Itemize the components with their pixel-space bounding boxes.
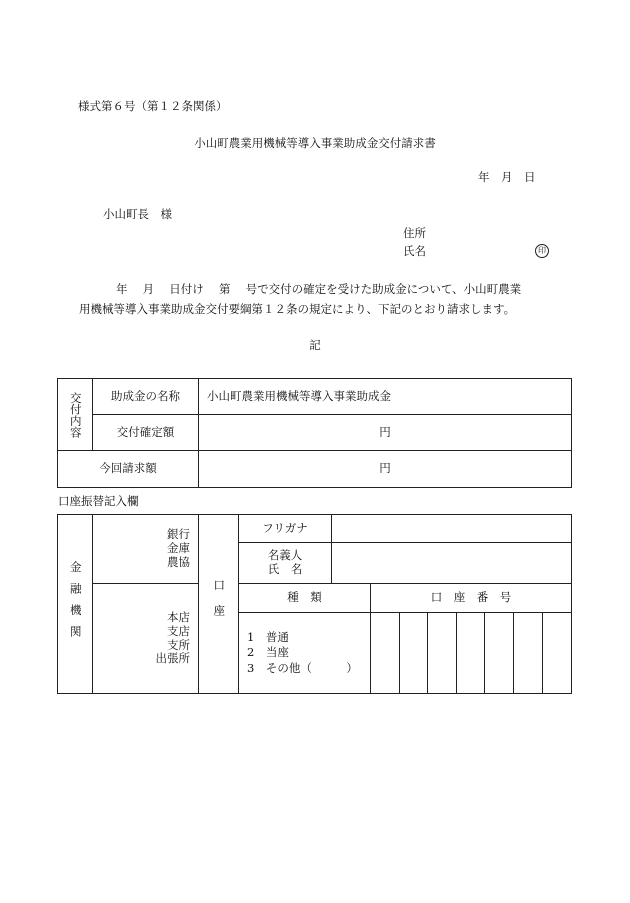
grant-group-label-cell: [58, 379, 93, 451]
account-digit-7[interactable]: [543, 613, 572, 694]
grant-name-value: 小山町農業用機械等導入事業助成金: [199, 379, 572, 415]
furigana-label: フリガナ: [239, 515, 332, 543]
form-number: 様式第６号（第１２条関係）: [78, 99, 228, 113]
bank-section-title: 口座振替記入欄: [58, 494, 139, 508]
account-type-option-2[interactable]: 2 当座: [247, 645, 289, 660]
confirmed-amount-label: 交付確定額: [93, 415, 199, 451]
bank-type-1: 銀行: [167, 527, 190, 542]
bank-table: [57, 514, 572, 694]
ki-mark: 記: [309, 338, 321, 352]
bank-type-2: 金庫: [167, 541, 190, 556]
page-title: 小山町農業用機械等導入事業助成金交付請求書: [194, 136, 436, 150]
request-amount-label: 今回請求額: [58, 451, 199, 488]
holder-label-line-1: 名義人: [267, 548, 303, 563]
grant-table: [57, 378, 572, 488]
bank-type-3: 農協: [167, 554, 190, 569]
account-digit-3[interactable]: [428, 613, 457, 694]
body-text-line-1: 年 月 日付け 第 号で交付の確定を受けた助成金について、小山町農業: [116, 282, 522, 296]
account-digit-2[interactable]: [400, 613, 428, 694]
name-label: 氏名: [403, 244, 426, 258]
branch-type-4: 出張所: [155, 651, 190, 666]
branch-type-2: 支店: [167, 623, 190, 638]
addressee: 小山町長 様: [103, 207, 172, 221]
branch-type-3: 支所: [167, 637, 190, 652]
account-type-option-3[interactable]: 3 その他（ ）: [247, 660, 358, 675]
institution-label: 金融機関: [68, 561, 83, 647]
bank-name-field[interactable]: [93, 515, 199, 584]
request-amount-field[interactable]: 円: [199, 451, 572, 488]
holder-label: [239, 543, 332, 584]
account-type-options[interactable]: [239, 613, 371, 694]
furigana-field[interactable]: [332, 515, 572, 543]
holder-name-field[interactable]: [332, 543, 572, 584]
account-label: 口座: [212, 578, 227, 630]
address-label: 住所: [403, 226, 426, 240]
grant-group-label: 交付内容: [68, 391, 83, 438]
account-type-option-1[interactable]: 1 普通: [247, 629, 289, 644]
seal-icon: 印: [535, 244, 549, 258]
branch-name-field[interactable]: [93, 584, 199, 694]
date-line: 年 月 日: [478, 170, 536, 184]
institution-label-cell: [58, 515, 93, 694]
account-digit-1[interactable]: [371, 613, 400, 694]
account-digit-4[interactable]: [457, 613, 485, 694]
body-text-line-2: 用機械等導入事業助成金交付要綱第１２条の規定により、下記のとおり請求します。: [79, 302, 516, 316]
grant-name-label: 助成金の名称: [93, 379, 199, 415]
account-digit-6[interactable]: [514, 613, 543, 694]
account-digit-5[interactable]: [485, 613, 514, 694]
confirmed-amount-field[interactable]: 円: [199, 415, 572, 451]
holder-label-line-2: 氏 名: [267, 562, 303, 576]
account-number-header: 口 座 番 号: [371, 584, 572, 613]
account-type-header: 種 類: [239, 584, 371, 613]
branch-type-1: 本店: [167, 609, 190, 624]
account-label-cell: [199, 515, 239, 694]
